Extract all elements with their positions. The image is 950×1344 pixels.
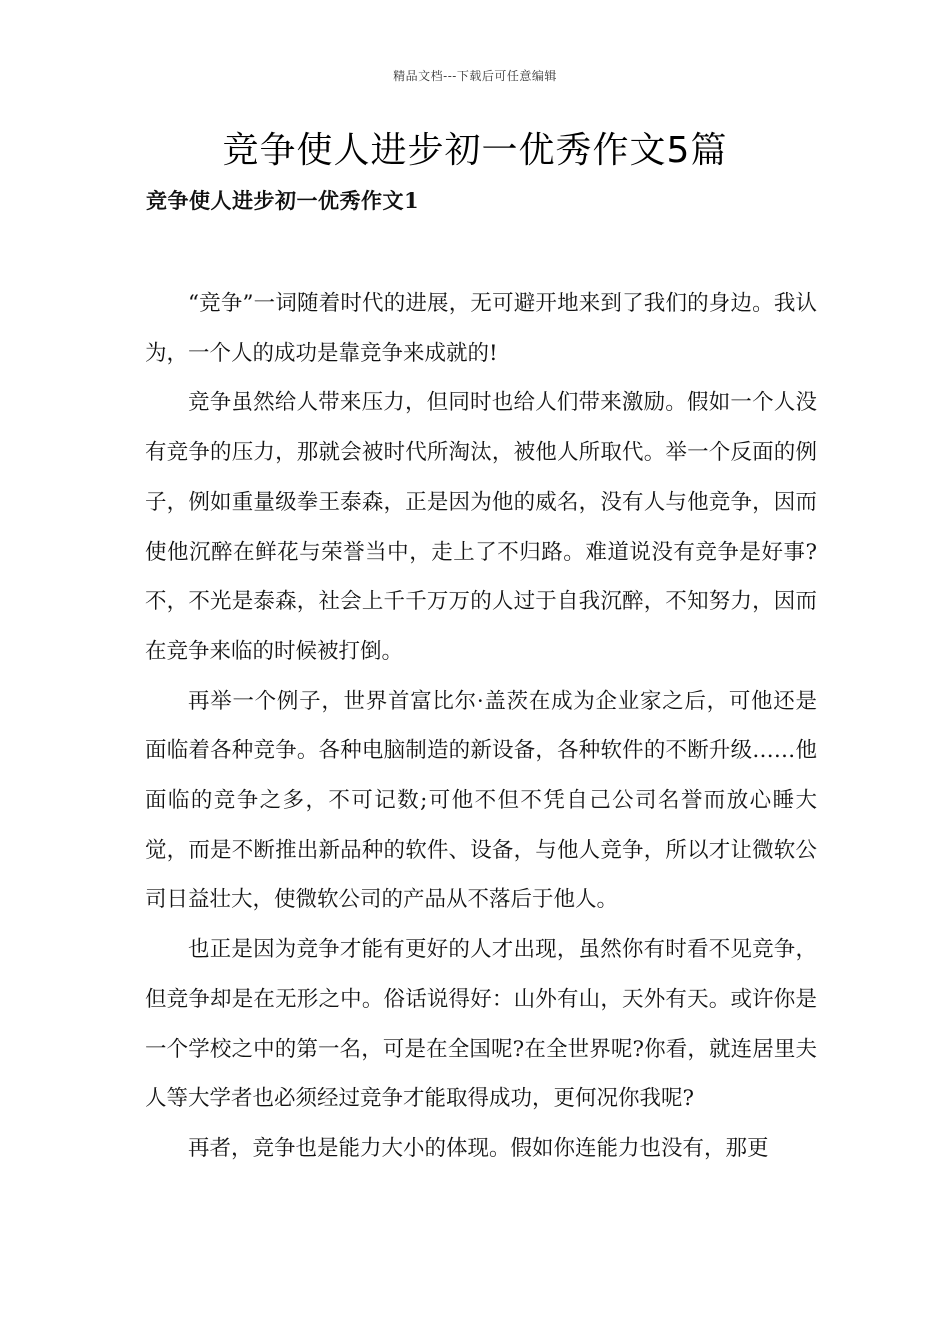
essay-body xyxy=(145,279,817,1174)
paragraph: 再者，竞争也是能力大小的体现。假如你连能力也没有，那更 xyxy=(188,1135,769,1161)
paragraph: “竞争”一词随着时代的进展，无可避开地来到了我们的身边。我认为，一个人的成功是靠竞争来成就的! xyxy=(145,291,817,366)
essay-subtitle: 竞争使人进步初一优秀作文1 xyxy=(146,188,420,213)
paragraph: 竞争虽然给人带来压力，但同时也给人们带来激励。假如一个人没有竞争的压力，那就会被时代所淘汰，被他人所取代。举一个反面的例子，例如重量级拳王泰森，正是因为他的威名，没有人与他竞争，因而使他沉醉在鲜花与荣誉当中，走上了不归路。难道说没有竞争是好事?不，不光是泰森，社会上千千万万的人过于自我沉醉，不知努力，因而在竞争来临的时候被打倒。 xyxy=(145,390,817,664)
header-note: 精品文档---下载后可任意编辑 xyxy=(393,69,557,83)
paragraph: 再举一个例子，世界首富比尔·盖茨在成为企业家之后，可他还是面临着各种竞争。各种电脑制造的新设备，各种软件的不断升级……他面临的竞争之多，不可记数;可他不但不凭自己公司名誉而放心睡大觉，而是不断推出新品种的软件、设备，与他人竞争，所以才让微软公司日益壮大，使微软公司的产品从不落后于他人。 xyxy=(145,688,817,913)
paragraph: 也正是因为竞争才能有更好的人才出现，虽然你有时看不见竞争，但竞争却是在无形之中。俗话说得好：山外有山，天外有天。或许你是一个学校之中的第一名，可是在全国呢?在全世界呢?你看，就连居里夫人等大学者也必须经过竞争才能取得成功，更何况你我呢? xyxy=(145,937,817,1112)
document-title: 竞争使人进步初一优秀作文5篇 xyxy=(222,130,728,171)
